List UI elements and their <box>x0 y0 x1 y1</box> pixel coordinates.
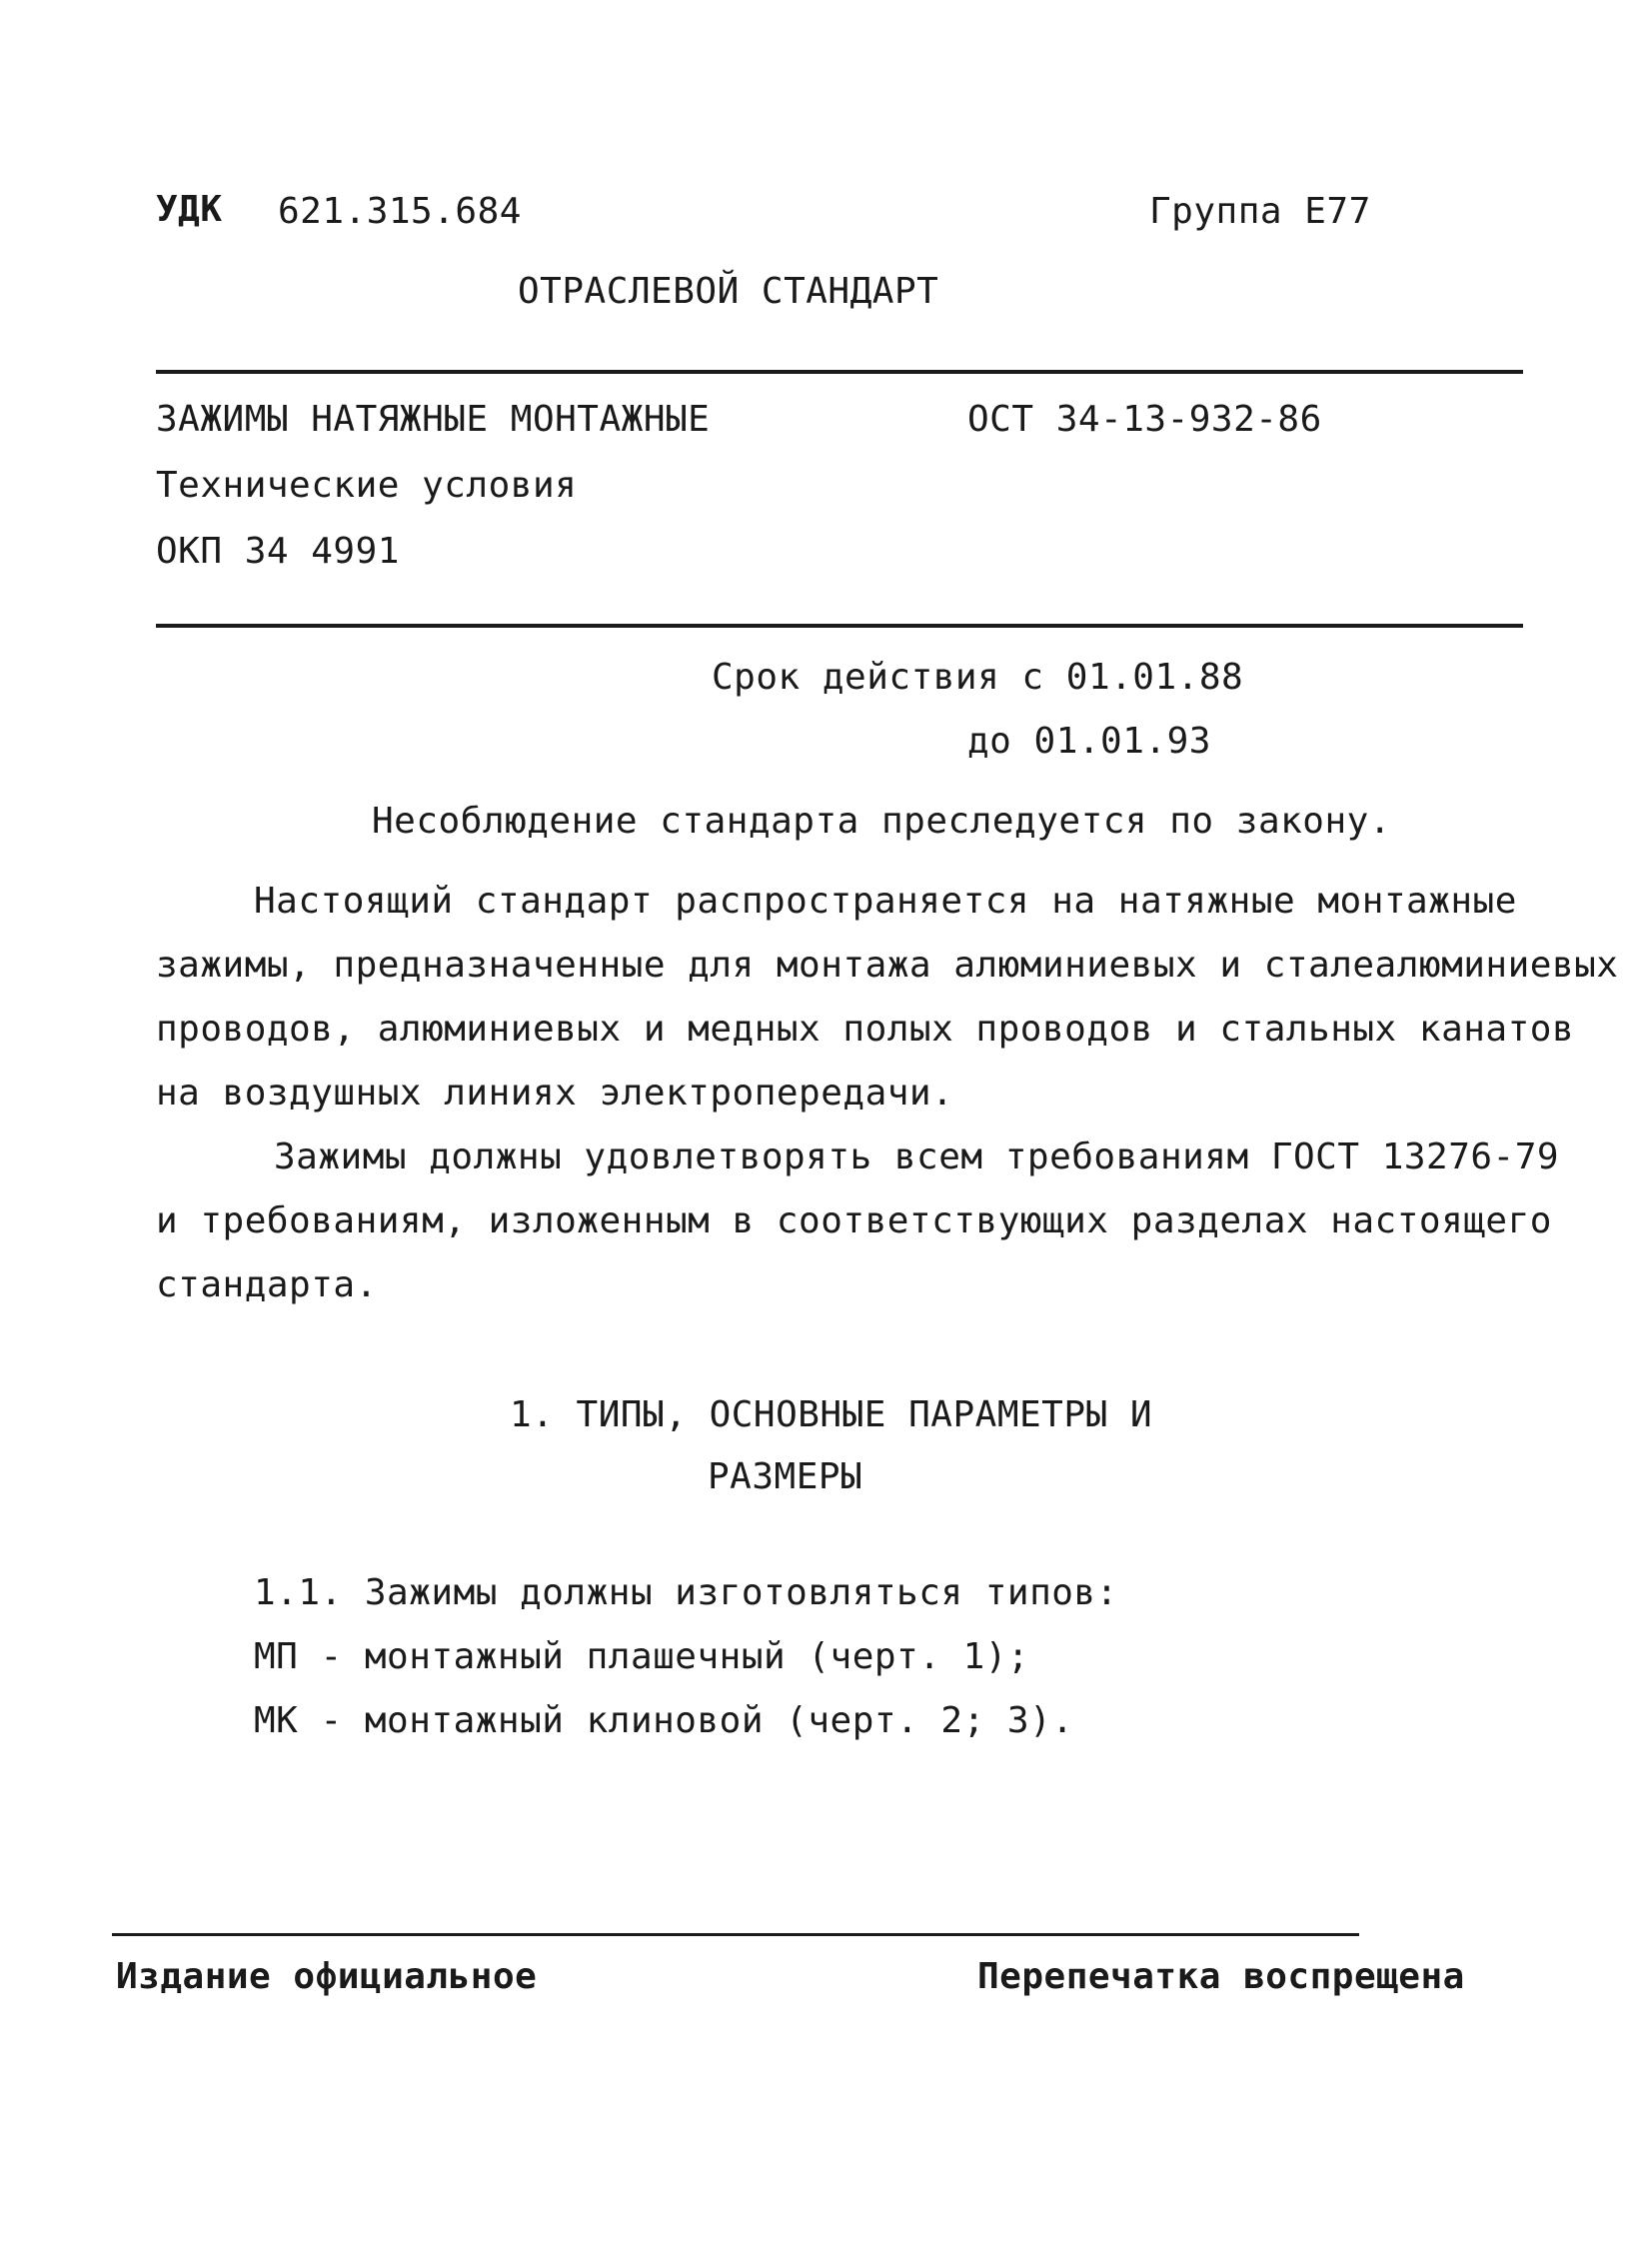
legal-notice: Несоблюдение стандарта преследуется по закону. <box>372 801 1391 842</box>
footer-reprint-prohibited: Перепечатка воспрещена <box>977 1956 1465 1997</box>
paragraph-line: зажимы, предназначенные для монтажа алюминиевых и сталеалюминиевых <box>156 945 1619 986</box>
paragraph-line: на воздушных линиях электропередачи. <box>156 1073 954 1114</box>
type-item: МК - монтажный клиновой (черт. 2; 3). <box>254 1700 1074 1741</box>
document-title: ЗАЖИМЫ НАТЯЖНЫЕ МОНТАЖНЫЕ <box>156 399 711 440</box>
paragraph-line: стандарта. <box>156 1264 378 1305</box>
paragraph-line: Зажимы должны удовлетворять всем требованиям ГОСТ 13276-79 <box>274 1136 1560 1177</box>
document-designation: ОСТ 34-13-932-86 <box>967 399 1322 440</box>
section-heading: 1. ТИПЫ, ОСНОВНЫЕ ПАРАМЕТРЫ И <box>510 1394 1153 1435</box>
paragraph-line: проводов, алюминиевых и медных полых проводов и стальных канатов <box>156 1009 1575 1050</box>
middle-rule <box>156 624 1523 628</box>
validity-to: до 01.01.93 <box>967 721 1211 762</box>
standard-type: ОТРАСЛЕВОЙ СТАНДАРТ <box>518 271 939 312</box>
document-subtitle: Технические условия <box>156 465 578 506</box>
udk-code: 621.315.684 <box>278 191 522 232</box>
footer-rule <box>112 1933 1359 1936</box>
paragraph-line: Настоящий стандарт распространяется на натяжные монтажные <box>254 881 1517 922</box>
okp-code: ОКП 34 4991 <box>156 531 400 572</box>
validity-from: Срок действия с 01.01.88 <box>712 657 1244 698</box>
paragraph-line: и требованиям, изложенным в соответствующих разделах настоящего <box>156 1200 1552 1241</box>
type-item: МП - монтажный плашечный (черт. 1); <box>254 1636 1030 1677</box>
clause-text: 1.1. Зажимы должны изготовляться типов: <box>254 1572 1118 1613</box>
top-rule <box>156 370 1523 374</box>
group-label: Группа Е77 <box>1149 191 1371 232</box>
footer-official-edition: Издание официальное <box>116 1956 538 1997</box>
udk-label: УДК <box>156 189 223 230</box>
section-heading-cont: РАЗМЕРЫ <box>708 1456 863 1497</box>
